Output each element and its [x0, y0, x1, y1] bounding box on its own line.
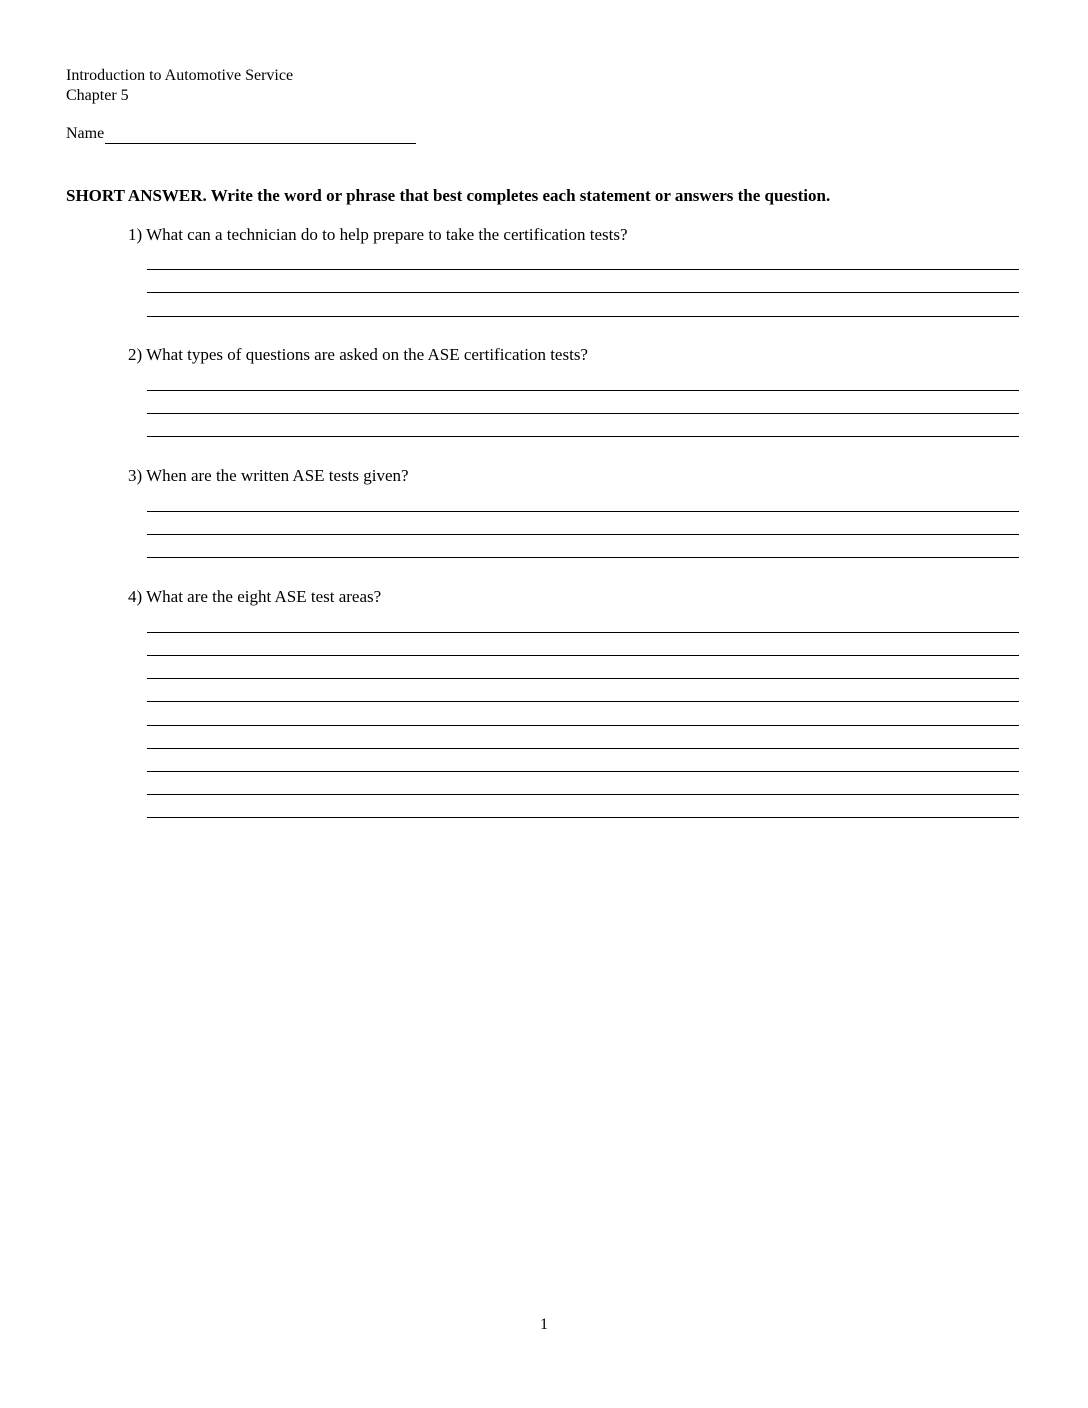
answer-line[interactable]	[147, 511, 1019, 512]
answer-line[interactable]	[147, 632, 1019, 633]
name-row	[66, 124, 416, 144]
chapter-label: Chapter 5	[66, 87, 129, 104]
answer-line[interactable]	[147, 436, 1019, 437]
question-1: 1) What can a technician do to help prepare to take the certification tests?	[128, 225, 628, 244]
answer-line[interactable]	[147, 316, 1019, 317]
answer-line[interactable]	[147, 794, 1019, 795]
question-3: 3) When are the written ASE tests given?	[128, 466, 409, 485]
answer-line[interactable]	[147, 292, 1019, 293]
answer-line[interactable]	[147, 413, 1019, 414]
answer-line[interactable]	[147, 534, 1019, 535]
answer-line[interactable]	[147, 725, 1019, 726]
document-header	[66, 66, 293, 106]
question-4: 4) What are the eight ASE test areas?	[128, 587, 382, 606]
answer-line[interactable]	[147, 390, 1019, 391]
name-label: Name	[66, 125, 105, 142]
question-2: 2) What types of questions are asked on the ASE certification tests?	[128, 345, 588, 364]
name-blank-line[interactable]	[105, 125, 416, 144]
answer-line[interactable]	[147, 655, 1019, 656]
page-number: 1	[540, 1316, 548, 1333]
course-title: Introduction to Automotive Service	[66, 67, 294, 84]
answer-line[interactable]	[147, 701, 1019, 702]
answer-line[interactable]	[147, 269, 1019, 270]
answer-line[interactable]	[147, 771, 1019, 772]
answer-line[interactable]	[147, 678, 1019, 679]
answer-line[interactable]	[147, 557, 1019, 558]
instructions: SHORT ANSWER. Write the word or phrase that best completes each statement or answers the question.	[66, 186, 831, 205]
answer-line[interactable]	[147, 748, 1019, 749]
answer-line[interactable]	[147, 817, 1019, 818]
